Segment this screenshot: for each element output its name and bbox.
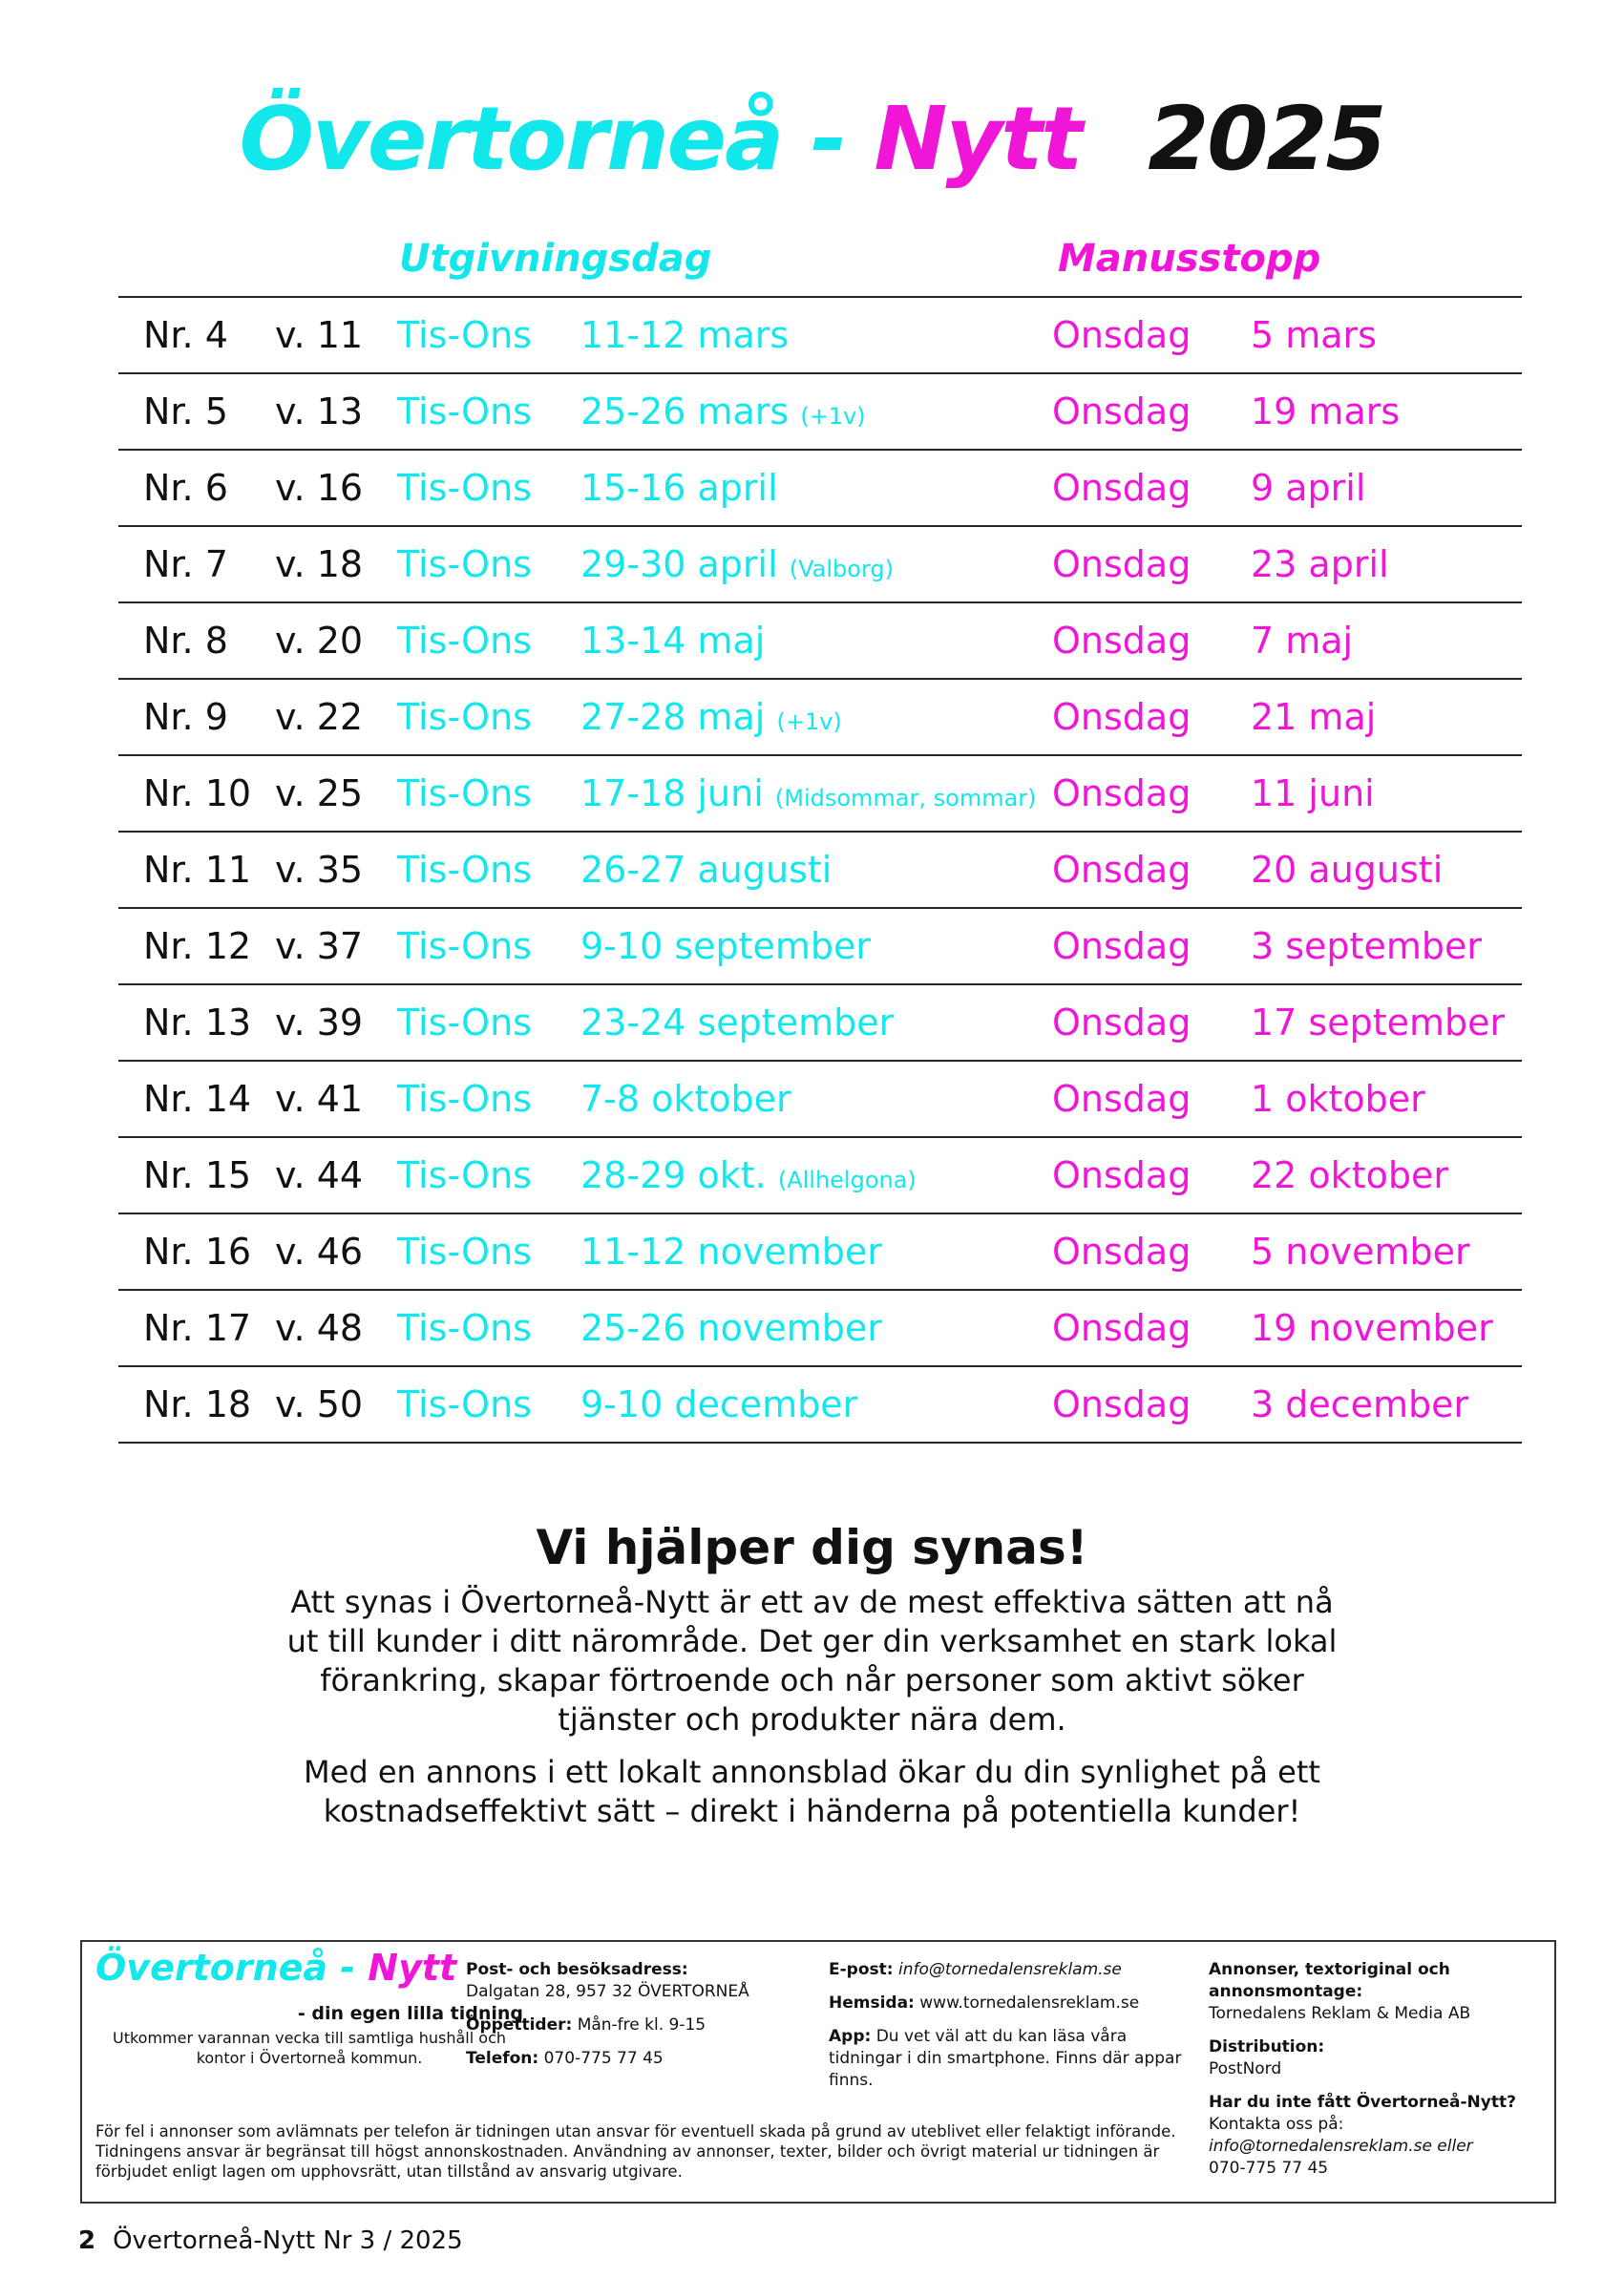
page-footer	[78, 2226, 463, 2255]
phone-label: Telefon:	[466, 2049, 539, 2068]
deadline-day: Onsdag	[1052, 849, 1192, 891]
publication-days: Tis-Ons	[397, 620, 532, 662]
address-value: Dalgatan 28, 957 32 ÖVERTORNEÅ	[466, 1982, 749, 2001]
publication-note: (+1v)	[800, 403, 866, 430]
ads-label: Annonser, textoriginal och annonsmontage:	[1209, 1960, 1450, 2001]
missing-text: Kontakta oss på:	[1209, 2115, 1344, 2134]
info-web-column	[829, 1959, 1192, 2103]
schedule-row	[118, 1291, 1522, 1367]
week-number: v. 11	[275, 314, 364, 356]
issue-number: Nr. 16	[143, 1231, 252, 1273]
deadline-date: 5 november	[1251, 1231, 1470, 1273]
publication-days: Tis-Ons	[397, 772, 532, 814]
issue-number: Nr. 5	[143, 390, 228, 432]
publication-date	[580, 1233, 882, 1271]
publication-days: Tis-Ons	[397, 1383, 532, 1425]
deadline-day: Onsdag	[1052, 543, 1192, 585]
missing-email[interactable]: info@tornedalensreklam.se eller	[1209, 2137, 1473, 2156]
week-number: v. 18	[275, 543, 364, 585]
schedule-row	[118, 527, 1522, 603]
promo-heading: Vi hjälper dig synas!	[536, 1520, 1088, 1575]
missing-phone: 070-775 77 45	[1209, 2159, 1329, 2178]
publication-days: Tis-Ons	[397, 696, 532, 738]
publication-days: Tis-Ons	[397, 390, 532, 432]
title-part1: Övertorneå -	[239, 88, 875, 190]
schedule-row	[118, 909, 1522, 985]
publication-date-text: 28-29 okt.	[580, 1154, 767, 1196]
publication-note: (Midsommar, sommar)	[774, 785, 1037, 812]
deadline-day: Onsdag	[1052, 1307, 1192, 1349]
publication-date-text: 26-27 augusti	[580, 849, 833, 891]
publication-days: Tis-Ons	[397, 1154, 532, 1196]
issue-number: Nr. 7	[143, 543, 228, 585]
info-logo	[95, 1947, 457, 1989]
issue-number: Nr. 10	[143, 772, 252, 814]
issue-number: Nr. 13	[143, 1002, 252, 1044]
title-year: 2025	[1148, 88, 1385, 190]
deadline-date: 23 april	[1251, 543, 1389, 585]
issue-number: Nr. 14	[143, 1078, 252, 1120]
publication-days: Tis-Ons	[397, 1231, 532, 1273]
week-number: v. 44	[275, 1154, 364, 1196]
ads-value: Tornedalens Reklam & Media AB	[1209, 2004, 1471, 2023]
publication-date	[580, 545, 894, 588]
schedule-row	[118, 298, 1522, 374]
publication-date-text: 25-26 november	[580, 1307, 882, 1349]
schedule-row	[118, 1367, 1522, 1444]
web-link[interactable]: www.tornedalensreklam.se	[919, 1993, 1140, 2013]
publication-date-text: 13-14 maj	[580, 620, 766, 662]
week-number: v. 41	[275, 1078, 364, 1120]
deadline-date: 11 juni	[1251, 772, 1375, 814]
app-value: Du vet väl att du kan läsa våra tidningar i din smartphone. Finns där appar finns.	[829, 2027, 1182, 2090]
week-number: v. 16	[275, 467, 364, 509]
publication-days: Tis-Ons	[397, 1002, 532, 1044]
deadline-day: Onsdag	[1052, 1383, 1192, 1425]
deadline-date: 3 december	[1251, 1383, 1469, 1425]
schedule-row	[118, 1062, 1522, 1138]
promo-paragraph-1: Att synas i Övertorneå-Nytt är ett av de mest effektiva sätten att nå ut till kunder i ditt närområde. Det ger din verksamhet en stark lokal förankring, skapar förtroende och når personer som aktivt söker tjänster och produkter nära dem.	[286, 1584, 1338, 1738]
deadline-day: Onsdag	[1052, 696, 1192, 738]
deadline-day: Onsdag	[1052, 620, 1192, 662]
deadline-date: 3 september	[1251, 925, 1482, 967]
schedule-row	[118, 1214, 1522, 1291]
deadline-day: Onsdag	[1052, 1154, 1192, 1196]
schedule-row	[118, 451, 1522, 527]
week-number: v. 46	[275, 1231, 364, 1273]
deadline-day: Onsdag	[1052, 1231, 1192, 1273]
issue-number: Nr. 15	[143, 1154, 252, 1196]
schedule-row	[118, 1138, 1522, 1214]
publication-date-text: 25-26 mars	[580, 390, 790, 432]
week-number: v. 35	[275, 849, 364, 891]
publication-date	[580, 1309, 882, 1347]
schedule-table	[118, 296, 1522, 1444]
deadline-date: 20 augusti	[1251, 849, 1444, 891]
info-box	[80, 1940, 1556, 2204]
publication-days: Tis-Ons	[397, 467, 532, 509]
publication-date	[580, 622, 765, 660]
dist-label: Distribution:	[1209, 2037, 1325, 2057]
deadline-day: Onsdag	[1052, 1002, 1192, 1044]
page-title	[0, 88, 1624, 190]
schedule-row	[118, 374, 1522, 451]
publication-note: (+1v)	[776, 708, 842, 735]
promo-paragraph-2: Med en annons i ett lokalt annonsblad ökar du din synlighet på ett kostnadseffektivt sätt – direkt i händerna på potentiella kunder!	[304, 1754, 1320, 1829]
publication-date-text: 9-10 september	[580, 925, 872, 967]
publication-date	[580, 698, 842, 741]
publication-days: Tis-Ons	[397, 849, 532, 891]
issue-number: Nr. 6	[143, 467, 228, 509]
publication-note: (Valborg)	[789, 556, 895, 582]
publication-days: Tis-Ons	[397, 1078, 532, 1120]
deadline-date: 5 mars	[1251, 314, 1377, 356]
deadline-date: 1 oktober	[1251, 1078, 1425, 1120]
hours-value: Mån-fre kl. 9-15	[577, 2015, 707, 2035]
week-number: v. 25	[275, 772, 364, 814]
publication-date-text: 15-16 april	[580, 467, 778, 509]
publication-date-text: 17-18 juni	[580, 772, 764, 814]
deadline-day: Onsdag	[1052, 314, 1192, 356]
schedule-row	[118, 833, 1522, 909]
deadline-date: 7 maj	[1251, 620, 1354, 662]
issue-number: Nr. 11	[143, 849, 252, 891]
week-number: v. 39	[275, 1002, 364, 1044]
publication-days: Tis-Ons	[397, 543, 532, 585]
web-label: Hemsida:	[829, 1993, 915, 2013]
email-label: E-post:	[829, 1960, 894, 1979]
deadline-date: 17 september	[1251, 1002, 1506, 1044]
publication-date-text: 29-30 april	[580, 543, 778, 585]
promo-section	[0, 1520, 1624, 1831]
issue-number: Nr. 4	[143, 314, 228, 356]
week-number: v. 13	[275, 390, 364, 432]
publication-date-text: 7-8 oktober	[580, 1078, 791, 1120]
week-number: v. 48	[275, 1307, 364, 1349]
publication-date	[580, 851, 832, 889]
phone-value: 070-775 77 45	[543, 2049, 664, 2068]
publication-date	[580, 469, 778, 507]
info-publisher-column	[1209, 1959, 1543, 2191]
publication-date	[580, 1385, 857, 1424]
publication-date	[580, 1003, 894, 1042]
publication-date	[580, 774, 1037, 817]
schedule-row	[118, 603, 1522, 680]
hours-label: Öppettider:	[466, 2015, 573, 2035]
info-logo-part2: Nytt	[368, 1947, 457, 1989]
email-link[interactable]: info@tornedalensreklam.se	[897, 1960, 1122, 1979]
publication-date	[580, 1156, 917, 1199]
info-logo-part1: Övertorneå -	[95, 1947, 369, 1989]
publication-date-text: 9-10 december	[580, 1383, 858, 1425]
publication-date	[580, 316, 789, 354]
dist-value: PostNord	[1209, 2059, 1282, 2078]
week-number: v. 37	[275, 925, 364, 967]
issue-number: Nr. 9	[143, 696, 228, 738]
publication-date-text: 11-12 mars	[580, 314, 790, 356]
issue-number: Nr. 12	[143, 925, 252, 967]
publication-date	[580, 927, 871, 965]
deadline-day: Onsdag	[1052, 772, 1192, 814]
deadline-date: 9 april	[1251, 467, 1366, 509]
deadline-day: Onsdag	[1052, 925, 1192, 967]
schedule-row	[118, 985, 1522, 1062]
publication-days: Tis-Ons	[397, 1307, 532, 1349]
week-number: v. 22	[275, 696, 364, 738]
publication-days: Tis-Ons	[397, 925, 532, 967]
info-contact-column	[466, 1959, 810, 2081]
publication-date-text: 11-12 november	[580, 1231, 882, 1273]
publication-date-text: 23-24 september	[580, 1002, 895, 1044]
issue-number: Nr. 17	[143, 1307, 252, 1349]
header-publication: Utgivningsdag	[399, 237, 712, 281]
deadline-day: Onsdag	[1052, 467, 1192, 509]
deadline-date: 22 oktober	[1251, 1154, 1448, 1196]
publication-days: Tis-Ons	[397, 314, 532, 356]
deadline-day: Onsdag	[1052, 390, 1192, 432]
page-number: 2	[78, 2226, 96, 2255]
deadline-date: 21 maj	[1251, 696, 1377, 738]
title-part2: Nytt	[874, 88, 1082, 190]
deadline-day: Onsdag	[1052, 1078, 1192, 1120]
header-deadline: Manusstopp	[1058, 237, 1321, 281]
issue-number: Nr. 18	[143, 1383, 252, 1425]
schedule-row	[118, 680, 1522, 756]
info-description: Utkommer varannan vecka till samtliga hushåll och kontor i Övertorneå kommun.	[113, 2029, 506, 2067]
disclaimer: För fel i annonser som avlämnats per telefon är tidningen utan ansvar för eventuell skada på grund av uteblivet eller felaktigt införande. Tidningens ansvar är begränsat till högst annonskostnaden. Användning av annonser, texter, bilder och övrigt material ur tidningen är förbjudet enligt lagen om upphovsrätt, utan tillstånd av ansvarig utgivare.	[95, 2122, 1176, 2181]
publication-date	[580, 1080, 791, 1118]
publication-date-text: 27-28 maj	[580, 696, 766, 738]
deadline-date: 19 mars	[1251, 390, 1401, 432]
schedule-row	[118, 756, 1522, 833]
deadline-date: 19 november	[1251, 1307, 1493, 1349]
publication-date	[580, 392, 866, 435]
footer-text: Övertorneå-Nytt Nr 3 / 2025	[113, 2226, 463, 2255]
info-tagline: - din egen lilla tidning	[297, 2003, 523, 2024]
issue-number: Nr. 8	[143, 620, 228, 662]
missing-label: Har du inte fått Övertorneå-Nytt?	[1209, 2093, 1516, 2112]
address-label: Post- och besöksadress:	[466, 1960, 688, 1979]
week-number: v. 50	[275, 1383, 364, 1425]
week-number: v. 20	[275, 620, 364, 662]
publication-note: (Allhelgona)	[777, 1167, 917, 1193]
app-label: App:	[829, 2027, 872, 2046]
